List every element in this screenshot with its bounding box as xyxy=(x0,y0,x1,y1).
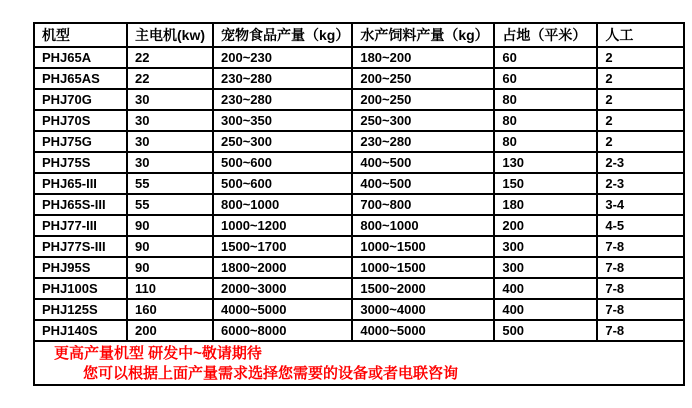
table-cell: 180 xyxy=(494,194,597,215)
table-cell: 500~600 xyxy=(213,173,352,194)
table-cell: 60 xyxy=(494,47,597,68)
table-cell: 300~350 xyxy=(213,110,352,131)
table-cell: 4000~5000 xyxy=(352,320,494,341)
table-cell: PHJ77-III xyxy=(34,215,127,236)
table-cell: 250~300 xyxy=(213,131,352,152)
table-cell: 30 xyxy=(127,131,213,152)
note-line-1: 更高产量机型 研发中~敬请期待 xyxy=(54,345,262,362)
note-line-2: 您可以根据上面产量需求选择您需要的设备或者电联咨询 xyxy=(83,365,459,382)
table-cell: 80 xyxy=(494,89,597,110)
table-cell: PHJ65-III xyxy=(34,173,127,194)
table-cell: 230~280 xyxy=(213,89,352,110)
table-cell: 30 xyxy=(127,152,213,173)
table-body xyxy=(34,47,684,341)
table-cell: 400 xyxy=(494,299,597,320)
table-cell: PHJ65A xyxy=(34,47,127,68)
table-cell: PHJ100S xyxy=(34,278,127,299)
table-cell: 2 xyxy=(597,47,684,68)
table-cell: PHJ65AS xyxy=(34,68,127,89)
table-cell: 160 xyxy=(127,299,213,320)
table-cell: 2 xyxy=(597,131,684,152)
table-cell: 200 xyxy=(127,320,213,341)
table-row xyxy=(34,152,684,173)
table-cell: 200~250 xyxy=(352,89,494,110)
table-cell: 30 xyxy=(127,89,213,110)
table-cell: PHJ75G xyxy=(34,131,127,152)
table-cell: 2000~3000 xyxy=(213,278,352,299)
table-cell: 4000~5000 xyxy=(213,299,352,320)
table-cell: 800~1000 xyxy=(213,194,352,215)
table-header-row xyxy=(34,23,684,47)
table-cell: 7-8 xyxy=(597,278,684,299)
table-row xyxy=(34,299,684,320)
table-cell: 300 xyxy=(494,236,597,257)
table-cell: 7-8 xyxy=(597,236,684,257)
table-row xyxy=(34,131,684,152)
table-row xyxy=(34,89,684,110)
table-row xyxy=(34,68,684,89)
table-cell: 22 xyxy=(127,68,213,89)
table-row xyxy=(34,47,684,68)
table-row xyxy=(34,257,684,278)
table-row xyxy=(34,110,684,131)
table-row xyxy=(34,173,684,194)
table-cell: 1500~2000 xyxy=(352,278,494,299)
table-cell: 7-8 xyxy=(597,299,684,320)
table-cell: 200~250 xyxy=(352,68,494,89)
table-cell: 90 xyxy=(127,215,213,236)
table-cell: 90 xyxy=(127,257,213,278)
table-cell: 400~500 xyxy=(352,152,494,173)
table-cell: 110 xyxy=(127,278,213,299)
product-spec-table xyxy=(33,22,685,386)
table-cell: 230~280 xyxy=(352,131,494,152)
table-cell: PHJ70G xyxy=(34,89,127,110)
notes-cell xyxy=(34,341,684,385)
table-cell: 1000~1200 xyxy=(213,215,352,236)
table-cell: 55 xyxy=(127,173,213,194)
table-cell: 130 xyxy=(494,152,597,173)
table-cell: 800~1000 xyxy=(352,215,494,236)
table-row xyxy=(34,194,684,215)
column-header: 人工 xyxy=(597,23,684,47)
table-cell: 80 xyxy=(494,110,597,131)
table-cell: 1800~2000 xyxy=(213,257,352,278)
table-row xyxy=(34,278,684,299)
table-cell: 7-8 xyxy=(597,257,684,278)
table-cell: 1500~1700 xyxy=(213,236,352,257)
table-cell: 4-5 xyxy=(597,215,684,236)
table-cell: 200 xyxy=(494,215,597,236)
table-cell: 30 xyxy=(127,110,213,131)
table-cell: 2-3 xyxy=(597,173,684,194)
table-cell: 80 xyxy=(494,131,597,152)
table-cell: PHJ140S xyxy=(34,320,127,341)
table-cell: 7-8 xyxy=(597,320,684,341)
table-cell: PHJ77S-III xyxy=(34,236,127,257)
column-header: 占地（平米） xyxy=(494,23,597,47)
table-cell: PHJ95S xyxy=(34,257,127,278)
table-cell: 500 xyxy=(494,320,597,341)
notes-row xyxy=(34,341,684,385)
table-cell: PHJ125S xyxy=(34,299,127,320)
table-cell: 700~800 xyxy=(352,194,494,215)
table-cell: 400~500 xyxy=(352,173,494,194)
table-cell: 3-4 xyxy=(597,194,684,215)
table-row xyxy=(34,236,684,257)
column-header: 主电机(kw) xyxy=(127,23,213,47)
table-cell: 230~280 xyxy=(213,68,352,89)
table-cell: 60 xyxy=(494,68,597,89)
table-cell: 2-3 xyxy=(597,152,684,173)
column-header: 机型 xyxy=(34,23,127,47)
table-cell: 200~230 xyxy=(213,47,352,68)
table-cell: PHJ70S xyxy=(34,110,127,131)
table-cell: 2 xyxy=(597,110,684,131)
table-cell: 22 xyxy=(127,47,213,68)
table-cell: 400 xyxy=(494,278,597,299)
table-cell: PHJ75S xyxy=(34,152,127,173)
table-cell: PHJ65S-III xyxy=(34,194,127,215)
table-row xyxy=(34,320,684,341)
table-cell: 1000~1500 xyxy=(352,257,494,278)
table-cell: 150 xyxy=(494,173,597,194)
table-cell: 90 xyxy=(127,236,213,257)
table-cell: 180~200 xyxy=(352,47,494,68)
table-cell: 2 xyxy=(597,89,684,110)
table-cell: 3000~4000 xyxy=(352,299,494,320)
table-cell: 500~600 xyxy=(213,152,352,173)
column-header: 水产饲料产量（kg） xyxy=(352,23,494,47)
column-header: 宠物食品产量（kg） xyxy=(213,23,352,47)
table-cell: 2 xyxy=(597,68,684,89)
table-cell: 250~300 xyxy=(352,110,494,131)
table-cell: 300 xyxy=(494,257,597,278)
table-row xyxy=(34,215,684,236)
table-cell: 6000~8000 xyxy=(213,320,352,341)
table-cell: 55 xyxy=(127,194,213,215)
table-cell: 1000~1500 xyxy=(352,236,494,257)
